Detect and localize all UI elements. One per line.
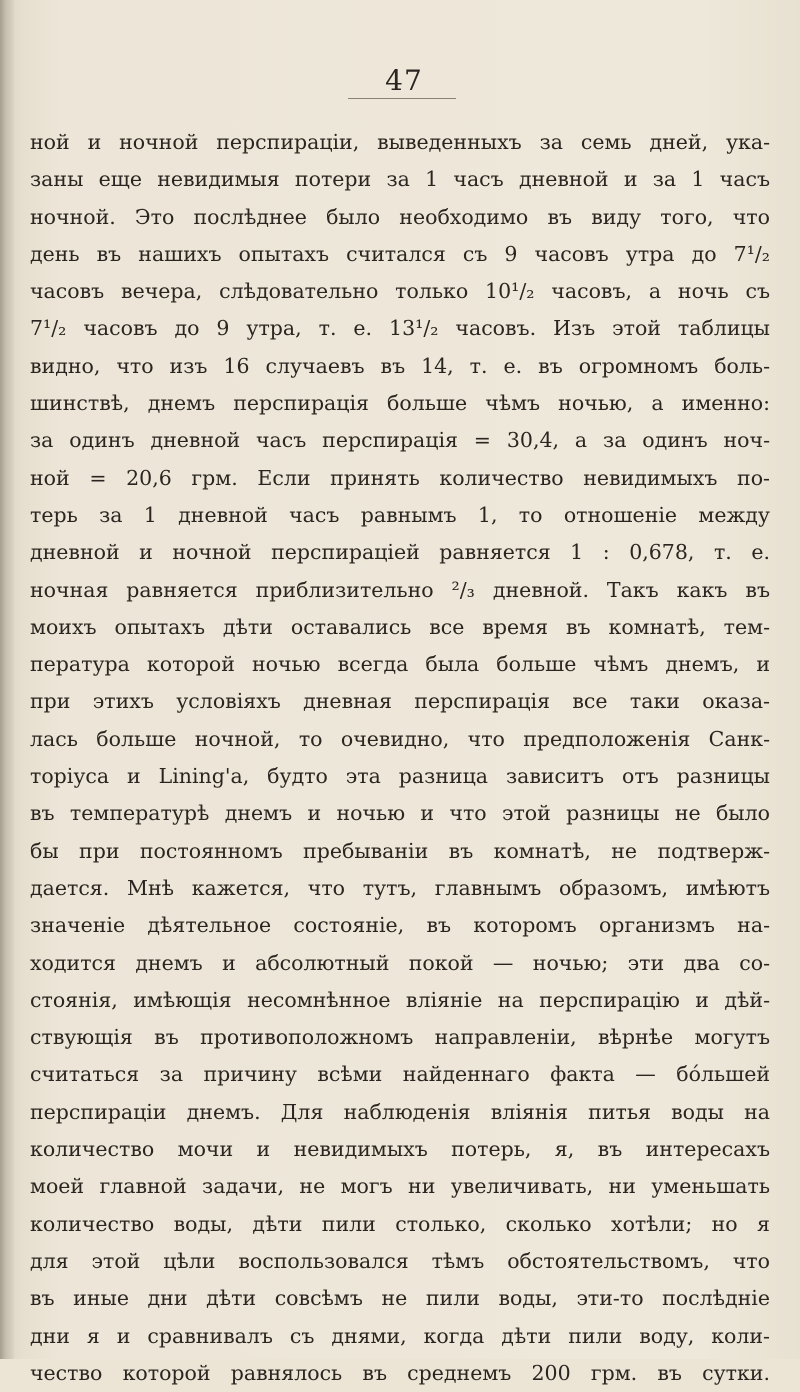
text-line: количество мочи и невидимыхъ потерь, я, въ интересахъ — [30, 1137, 770, 1162]
text-line: при этихъ условіяхъ дневная перспирація все таки оказа- — [30, 689, 770, 714]
text-line: ночная равняется приблизительно ²/₃ дневной. Такъ какъ въ — [30, 577, 770, 602]
text-line: дни я и сравнивалъ съ днями, когда дѣти пили воду, коли- — [30, 1323, 770, 1348]
text-line: стоянія, имѣющія несомнѣнное вліяніе на перспирацію и дѣй- — [30, 987, 770, 1012]
text-line: моей главной задачи, не могъ ни увеличивать, ни уменьшать — [30, 1174, 770, 1199]
text-line: считаться за причину всѣми найденнаго факта — бóльшей — [30, 1062, 770, 1087]
text-line: ходится днемъ и абсолютный покой — ночью; эти два со- — [30, 950, 770, 975]
text-line: дневной и ночной перспираціей равняется 1 : 0,678, т. е. — [30, 540, 770, 565]
text-line: ствующія въ противоположномъ направленіи, вѣрнѣе могутъ — [30, 1025, 770, 1050]
text-line: моихъ опытахъ дѣти оставались все время въ комнатѣ, тем- — [30, 614, 770, 639]
text-line: чество которой равнялось въ среднемъ 200 грм. въ сутки. — [30, 1360, 770, 1385]
text-line: въ температурѣ днемъ и ночью и что этой разницы не было — [30, 801, 770, 826]
text-line: пература которой ночью всегда была больше чѣмъ днемъ, и — [30, 652, 770, 677]
text-line: въ иные дни дѣти совсѣмъ не пили воды, эти-то послѣдніе — [30, 1286, 770, 1311]
text-line: дается. Мнѣ кажется, что тутъ, главнымъ образомъ, имѣютъ — [30, 875, 770, 900]
text-line: ночной. Это послѣднее было необходимо въ виду того, что — [30, 204, 770, 229]
text-line: количество воды, дѣти пили столько, сколько хотѣли; но я — [30, 1211, 770, 1236]
text-line: бы при постоянномъ пребываніи въ комнатѣ, не подтверж- — [30, 838, 770, 863]
page-number-underline — [348, 98, 456, 99]
text-line: день въ нашихъ опытахъ считался съ 9 часовъ утра до 7¹/₂ — [30, 241, 770, 266]
body-text — [30, 124, 770, 1392]
text-line: терь за 1 дневной часъ равнымъ 1, то отношеніе между — [30, 502, 770, 527]
text-line: торіуса и Lining'а, будто эта разница зависитъ отъ разницы — [30, 764, 770, 789]
text-line: лась больше ночной, то очевидно, что предположенія Санк- — [30, 726, 770, 751]
text-line: заны еще невидимыя потери за 1 часъ дневной и за 1 часъ — [30, 167, 770, 192]
text-line: ной и ночной перспираціи, выведенныхъ за семь дней, ука- — [30, 130, 770, 154]
text-line: часовъ вечера, слѣдовательно только 10¹/₂ часовъ, а ночь съ — [30, 279, 770, 304]
page-number: 47 — [385, 64, 423, 97]
text-line: значеніе дѣятельное состояніе, въ которомъ организмъ на- — [30, 913, 770, 938]
text-line: 7¹/₂ часовъ до 9 утра, т. е. 13¹/₂ часовъ. Изъ этой таблицы — [30, 316, 770, 341]
text-line: для этой цѣли воспользовался тѣмъ обстоятельствомъ, что — [30, 1248, 770, 1273]
text-line: перспираціи днемъ. Для наблюденія вліянія питья воды на — [30, 1099, 770, 1124]
text-line: шинствѣ, днемъ перспирація больше чѣмъ ночью, а именно: — [30, 391, 770, 416]
text-line: за одинъ дневной часъ перспирація = 30,4, а за одинъ ноч- — [30, 428, 770, 453]
book-binding-edge — [0, 0, 14, 1359]
text-line: видно, что изъ 16 случаевъ въ 14, т. е. въ огромномъ боль- — [30, 353, 770, 378]
text-line: ной = 20,6 грм. Если принять количество невидимыхъ по- — [30, 465, 770, 490]
